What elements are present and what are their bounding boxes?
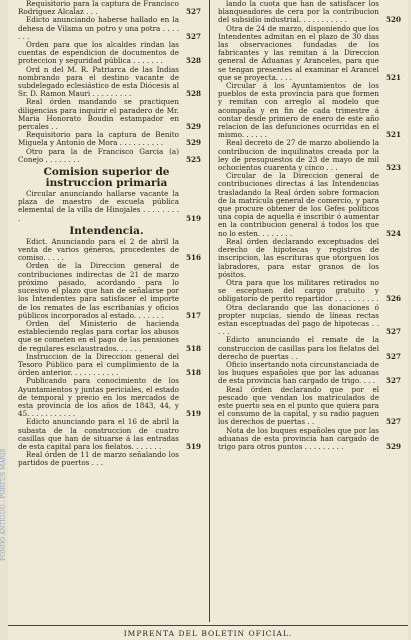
- entry-text: Otra para que los militares retirados no se esceptuen del cargo gratuito y obligatorio de perito repartidor . . . . . . . . . .: [218, 277, 379, 304]
- entry-text: Edicto anunciando el remate de la construccion de casillas para los fielatos del derecho de puertas . .: [218, 335, 379, 361]
- entry-text: Orden de la Direccion general de contribuciones indirectas de 21 de marzo próximo pasado, acordando para lo sucesivo el plazo que han de señalarse por los Intendentes para satisfacer el importe de los remates de las escribanías y oficios públicos incorporados al estado. . . . . . .: [18, 261, 179, 320]
- index-entry: [218, 172, 401, 238]
- index-entry: [218, 336, 401, 361]
- section-heading-instruccion: Comision superior de instruccion primaria: [43, 166, 170, 190]
- left-entries-2: [18, 190, 201, 223]
- page-number: 516: [185, 253, 201, 263]
- page-number: 521: [385, 72, 401, 82]
- right-entries: [218, 0, 401, 451]
- index-entry: [18, 353, 201, 378]
- entry-text: Edicto anunciando para el 16 de abril la subasta de la construccion de cuatro casillas que han de situarse á las entradas de esta capital para los fielatos. . . . . . .: [18, 417, 179, 451]
- entry-text: Otra declarando que las donaciones ó propter nupcias, siendo de líneas rectas estan esceptuadas del pago de hipotecas . . . . .: [218, 302, 379, 337]
- index-entry: [18, 41, 201, 66]
- index-entry: [218, 361, 401, 386]
- entry-text: Circular anunciando hallarse vacante la plaza de maestro de escuela pública elemental de la villa de Hinojales . . . . . . . . .: [18, 189, 179, 223]
- page-number: 529: [385, 441, 401, 451]
- page-number: 527: [185, 7, 201, 17]
- entry-text: Requisitorio para la captura de Francisco Rodriguez Alcalaz . . .: [18, 0, 179, 17]
- index-entry: [218, 139, 401, 172]
- section-heading-intendencia: Intendencia.: [69, 224, 144, 237]
- index-entry: [218, 279, 401, 304]
- index-entry: [18, 98, 201, 131]
- index-entry: [18, 190, 201, 223]
- entry-text: Real órden declarando exceptuados del derecho de hipotecas y registros de inscripcion, las escrituras que otorguen los labradores, para estar granos de los pósitos.: [218, 236, 379, 279]
- entry-text: Circular á los Ayuntamientos de los pueblos de esta provincia para que formen y remitan con arreglo al modelo que acompaña y en fin de cada trimestre á contar desde primero de enero de este año relacion de las defunciones ocurridas en el mismo. . . . . .: [218, 81, 379, 140]
- index-entry: [218, 0, 401, 25]
- entry-text: Requisitorio para la captura de Benito Miguela y Antonio de Mora . . . . . . . . . .: [18, 130, 179, 148]
- page-number: 529: [185, 122, 201, 132]
- entry-text: Publicando para conocimiento de los Ayuntamientos y juntas periciales, el estado de temporal y precio en los mercados de esta provincia de los años de 1843, 44, y 45. . . . . . . . . . .: [18, 376, 179, 419]
- entry-text: Real órden de 11 de marzo señalando los partidos de puertos . . .: [18, 450, 179, 468]
- index-entry: [18, 16, 201, 41]
- entry-text: Oficio insertando nota circunstanciada de los buques españoles que por las aduanas de esta provincia han cargado de trigo. . . .: [218, 359, 379, 386]
- index-entry: [18, 320, 201, 353]
- index-entry: [18, 148, 201, 164]
- printer-footer: IMPRENTA DEL BOLETIN OFICIAL.: [8, 625, 408, 638]
- index-entry: [218, 82, 401, 139]
- index-entry: [218, 238, 401, 279]
- index-entry: [218, 386, 401, 427]
- entry-text: Circular de la Direccion general de contribuciones directas á las Intendencias trasladando la Real órden sobre formacion de la matrícula general de comercio, y para que procure obtener de los Gefes políticos una copia de aquella é inscribir ó aumentar en la contribucion general á todos los que no lo esten. . . . . . . .: [218, 171, 379, 238]
- index-entry: [18, 418, 201, 451]
- page-number: 527: [385, 376, 401, 386]
- index-entry: [218, 304, 401, 337]
- entry-text: Edict. Anunciando para el 2 de abril la venta de varios géneros, procedentes de comiso. . . . .: [18, 236, 179, 263]
- entry-text: Instruccion de la Direccion general del Tesoro Público para el cumplimiento de la órden anterior. . . . . . . . . . .: [18, 351, 179, 378]
- page-number: 518: [185, 343, 201, 353]
- page-number: 519: [185, 409, 201, 419]
- page-number: 527: [385, 351, 401, 361]
- index-entry: [18, 262, 201, 319]
- page-number: 520: [385, 15, 401, 25]
- entry-text: Ord n del M. R. Patriarca de las Indias nombrando para el destino vacante de subdelegado eclesiástico de esta Diócesis al Sr. D. Ramon Mauri . . . . . . . . .: [18, 64, 179, 99]
- index-entry: [18, 238, 201, 263]
- entry-text: Orden del Ministerio de hacienda estableciendo reglas para cortar los abusos que se cometen en el pago de las pensiones de regulares esclaustrados. . . . . .: [18, 318, 179, 353]
- entry-text: Real decreto de 27 de marzo aboliendo la contribucion de inquilinatos creada por la ley de presupuestos de 23 de mayo de mil ochocientos cuarenta y cinco . . .: [218, 138, 379, 173]
- entry-text: lando la cuota que han de satisfacer los blanqueadores de cera por la contribucion del subsidio industrial. . . . . . . . . . .: [218, 0, 379, 25]
- page-number: 528: [185, 89, 201, 99]
- entry-text: Otro para la de Francisco Garcia (a) Conejo . . . . . . . .: [18, 146, 179, 164]
- page-number: 519: [185, 213, 201, 223]
- page-number: 517: [185, 310, 201, 320]
- index-entry: [218, 427, 401, 452]
- page-number: 524: [385, 228, 401, 238]
- page-number: 521: [385, 130, 401, 140]
- library-stamp: FONDO ANTIGUO - PORTUS MARIS: [0, 448, 7, 562]
- index-entry: [18, 131, 201, 147]
- entry-text: Real órden mandando se practiquen diligencias para inquirir el paradero de Mr. Maria Honorato Boudin estampador en percales . .: [18, 97, 179, 132]
- page-number: 527: [185, 31, 201, 41]
- entry-text: Otra de 24 de marzo, disponiendo que los Intendentes admitan en el plazo de 30 dias las observaciones fundadas de los fabricantes y las remitan á la Direccion general de Aduanas y Aranceles, para que se tengan presentes al examinar el Arancel que se proyecta. . . .: [218, 23, 379, 82]
- left-entries: [18, 0, 201, 164]
- page-number: 527: [385, 327, 401, 337]
- left-column: [18, 0, 201, 622]
- index-entry: [18, 0, 201, 16]
- page-number: 523: [385, 163, 401, 173]
- column-divider: [209, 0, 210, 622]
- index-entry: [18, 377, 201, 418]
- right-column: [218, 0, 401, 622]
- index-entry: [218, 25, 401, 82]
- left-entries-3: [18, 238, 201, 468]
- page-number: 528: [185, 56, 201, 66]
- document-page: [8, 0, 408, 640]
- page-number: 525: [185, 154, 201, 164]
- page-number: 529: [185, 138, 201, 148]
- index-entry: [18, 66, 201, 99]
- page-number: 527: [385, 417, 401, 427]
- entry-text: Nota de los buques españoles que por las aduanas de esta provincia han cargado de trigo para otros puntos . . . . . . . . .: [218, 425, 379, 451]
- page-number: 526: [385, 294, 401, 304]
- page-number: 519: [185, 441, 201, 451]
- page-number: 518: [185, 368, 201, 378]
- entry-text: Real órden declarando que por el pescado que vendan los matriculados de este puerto sea en el punto que quiera para el consumo de la capital, y su radio paguen los derechos de puertas . .: [218, 384, 379, 427]
- entry-text: Edicto anunciando haberse hallado en la dehesa de Vilama un potro y una potra . . . . . . .: [18, 15, 179, 41]
- index-entry: [18, 451, 201, 467]
- entry-text: Orden para que los alcaldes rindan las cuentas de espendicion de documentos de proteccion y seguridad pública . . . . . . .: [18, 40, 179, 66]
